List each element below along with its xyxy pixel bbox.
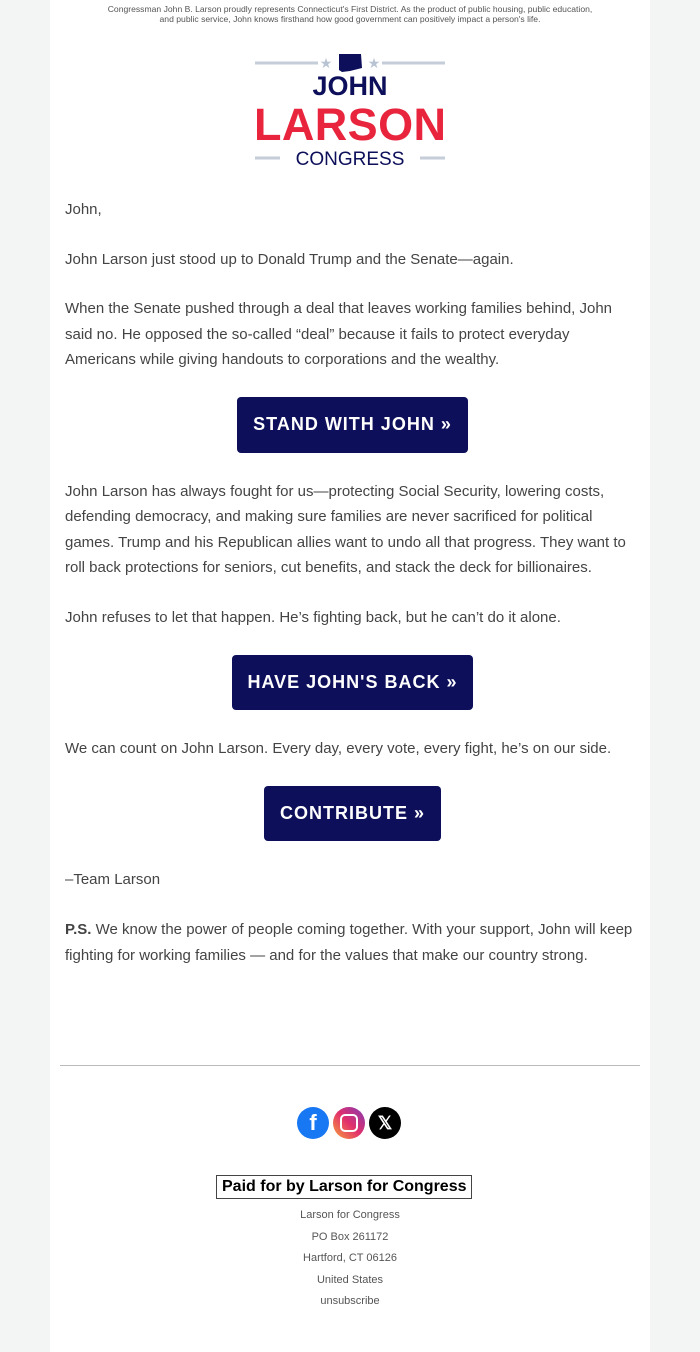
paragraph: John Larson just stood up to Donald Trump and the Senate—again. (65, 250, 514, 268)
svg-text:★: ★ (319, 55, 333, 71)
ps-label: P.S. (65, 920, 92, 938)
city-state-zip: Hartford, CT 06126 (303, 1252, 397, 1264)
paragraph: John Larson has always fought for us—protecting Social Security, lowering costs, defending democracy, and making sure families are never sacrificed for political games. Trump and his Republican allies want to undo all that progress. They want to roll back protections for seniors, cut benefits, and stack the deck for billionaires. (65, 482, 626, 577)
facebook-icon[interactable]: f (297, 1107, 329, 1139)
svg-text:★: ★ (367, 55, 381, 71)
x-icon[interactable]: 𝕏 (369, 1107, 401, 1139)
paragraph: We can count on John Larson. Every day, every vote, every fight, he’s on our side. (65, 740, 612, 758)
divider (60, 1065, 640, 1066)
svg-text:LARSON: LARSON (254, 99, 446, 150)
paragraph: When the Senate pushed through a deal that leaves working families behind, John said no. He opposed the so-called “deal” because it fails to protect everyday Americans while giving handouts to corporations and the wealthy. (65, 300, 613, 369)
ps-text: We know the power of people coming together. With your support, John will keep fighting for working families — and for the values that make our country strong. (65, 920, 633, 964)
preheader-text: Congressman John B. Larson proudly represents Connecticut's First District. As the product of public housing, public education, and public service, John knows firsthand how good government can positively impact a person's life. (107, 4, 593, 24)
have-johns-back-button[interactable]: HAVE JOHN'S BACK » (232, 655, 474, 711)
postscript (65, 917, 640, 968)
country: United States (316, 1273, 384, 1286)
paragraph: John refuses to let that happen. He’s fighting back, but he can’t do it alone. (65, 608, 561, 626)
campaign-logo (250, 50, 450, 170)
mailing-address (50, 1205, 650, 1313)
svg-text:JOHN: JOHN (312, 71, 388, 101)
paid-for-disclaimer: Paid for by Larson for Congress (216, 1175, 472, 1199)
contribute-button[interactable]: CONTRIBUTE » (264, 786, 441, 842)
po-box: PO Box 261172 (311, 1230, 389, 1243)
unsubscribe-link[interactable]: unsubscribe (320, 1295, 380, 1307)
instagram-icon[interactable] (333, 1107, 365, 1139)
social-links (297, 1107, 401, 1139)
stand-with-john-button[interactable]: STAND WITH JOHN » (237, 397, 468, 453)
email-content (65, 197, 640, 992)
email-body (50, 0, 650, 1352)
svg-text:CONGRESS: CONGRESS (295, 149, 405, 170)
org-name: Larson for Congress (300, 1209, 400, 1221)
greeting: John, (65, 201, 102, 218)
signoff: –Team Larson (65, 871, 161, 889)
